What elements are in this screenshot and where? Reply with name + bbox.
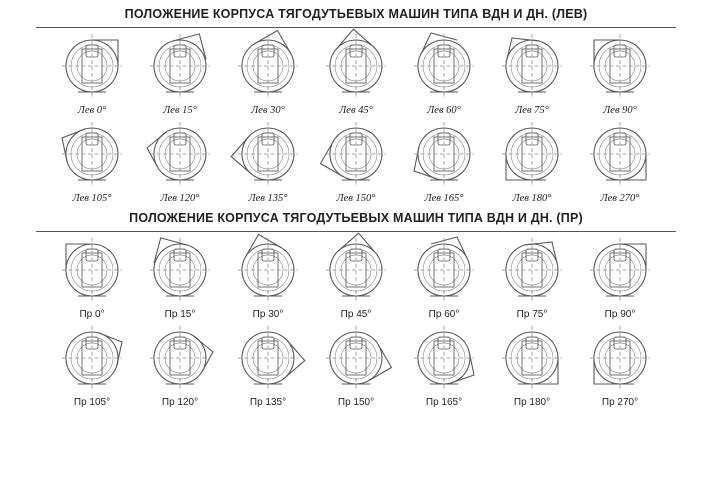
figure-cell (224, 324, 312, 408)
figure-caption: Пр 0° (79, 309, 105, 320)
section-title-pr: ПОЛОЖЕНИЕ КОРПУСА ТЯГОДУТЬЕВЫХ МАШИН ТИПА ВДН И ДН. (ПР) (129, 211, 583, 225)
row-lev-2 (0, 116, 712, 204)
figure-caption: Пр 15° (164, 309, 196, 320)
fan-casing-figure (137, 32, 223, 104)
figure-caption: Лев 45° (339, 105, 373, 116)
figure-cell (48, 324, 136, 408)
figure-caption: Лев 15° (163, 105, 197, 116)
figure-cell (400, 32, 488, 116)
figure-cell (48, 236, 136, 320)
fan-casing-figure (225, 324, 311, 396)
figure-caption: Лев 75° (515, 105, 549, 116)
row-lev-1 (0, 28, 712, 116)
fan-casing-figure (49, 324, 135, 396)
figure-caption: Лев 0° (77, 105, 107, 116)
fan-casing-figure (137, 324, 223, 396)
fan-casing-figure (489, 120, 575, 192)
figure-caption: Лев 30° (251, 105, 285, 116)
figure-cell (312, 236, 400, 320)
fan-casing-figure (489, 236, 575, 308)
section-lev (0, 0, 712, 204)
fan-casing-figure (49, 236, 135, 308)
figure-caption: Лев 90° (603, 105, 637, 116)
figure-cell (488, 32, 576, 116)
fan-casing-figure (577, 32, 663, 104)
figure-cell (48, 120, 136, 204)
fan-casing-figure (313, 236, 399, 308)
figure-caption: Пр 120° (161, 397, 199, 408)
figure-caption: Пр 180° (513, 397, 551, 408)
figure-cell (488, 236, 576, 320)
fan-casing-figure (313, 120, 399, 192)
figure-cell (576, 120, 664, 204)
figure-caption: Пр 30° (252, 309, 284, 320)
figure-cell (224, 236, 312, 320)
figure-cell (312, 120, 400, 204)
fan-casing-figure (401, 32, 487, 104)
fan-casing-figure (137, 236, 223, 308)
figure-caption: Пр 165° (425, 397, 463, 408)
fan-casing-figure (577, 236, 663, 308)
fan-casing-figure (489, 32, 575, 104)
figure-cell (136, 324, 224, 408)
fan-casing-figure (49, 120, 135, 192)
figure-caption: Лев 120° (160, 193, 200, 204)
figure-cell (400, 324, 488, 408)
fan-casing-figure (49, 32, 135, 104)
fan-casing-figure (489, 324, 575, 396)
figure-caption: Пр 45° (340, 309, 372, 320)
figure-cell (488, 324, 576, 408)
figure-cell (576, 32, 664, 116)
fan-casing-figure (401, 324, 487, 396)
figure-cell (136, 120, 224, 204)
figure-caption: Пр 105° (73, 397, 111, 408)
figure-cell (224, 120, 312, 204)
figure-cell (312, 32, 400, 116)
figure-caption: Пр 270° (601, 397, 639, 408)
fan-casing-figure (225, 32, 311, 104)
figure-cell (400, 120, 488, 204)
section-pr (0, 204, 712, 408)
figure-caption: Лев 180° (512, 193, 552, 204)
figure-cell (312, 324, 400, 408)
figure-caption: Лев 60° (427, 105, 461, 116)
figure-caption: Пр 135° (249, 397, 287, 408)
fan-casing-figure (225, 120, 311, 192)
figure-cell (136, 236, 224, 320)
fan-casing-figure (577, 324, 663, 396)
figure-caption: Лев 105° (72, 193, 112, 204)
figure-caption: Лев 270° (600, 193, 640, 204)
figure-caption: Пр 90° (604, 309, 636, 320)
figure-caption: Пр 60° (428, 309, 460, 320)
row-pr-1 (0, 232, 712, 320)
fan-casing-figure (401, 236, 487, 308)
figure-cell (576, 236, 664, 320)
figure-cell (136, 32, 224, 116)
fan-casing-figure (577, 120, 663, 192)
fan-casing-figure (137, 120, 223, 192)
fan-casing-figure (313, 32, 399, 104)
row-pr-2 (0, 320, 712, 408)
section-title-lev: ПОЛОЖЕНИЕ КОРПУСА ТЯГОДУТЬЕВЫХ МАШИН ТИПА ВДН И ДН. (ЛЕВ) (124, 7, 588, 21)
figure-cell (48, 32, 136, 116)
figure-caption: Пр 75° (516, 309, 548, 320)
figure-caption: Пр 150° (337, 397, 375, 408)
figure-caption: Лев 165° (424, 193, 464, 204)
figure-caption: Лев 150° (336, 193, 376, 204)
fan-casing-figure (313, 324, 399, 396)
figure-cell (576, 324, 664, 408)
fan-casing-figure (225, 236, 311, 308)
figure-cell (400, 236, 488, 320)
figure-cell (224, 32, 312, 116)
figure-caption: Лев 135° (248, 193, 288, 204)
fan-casing-figure (401, 120, 487, 192)
figure-cell (488, 120, 576, 204)
